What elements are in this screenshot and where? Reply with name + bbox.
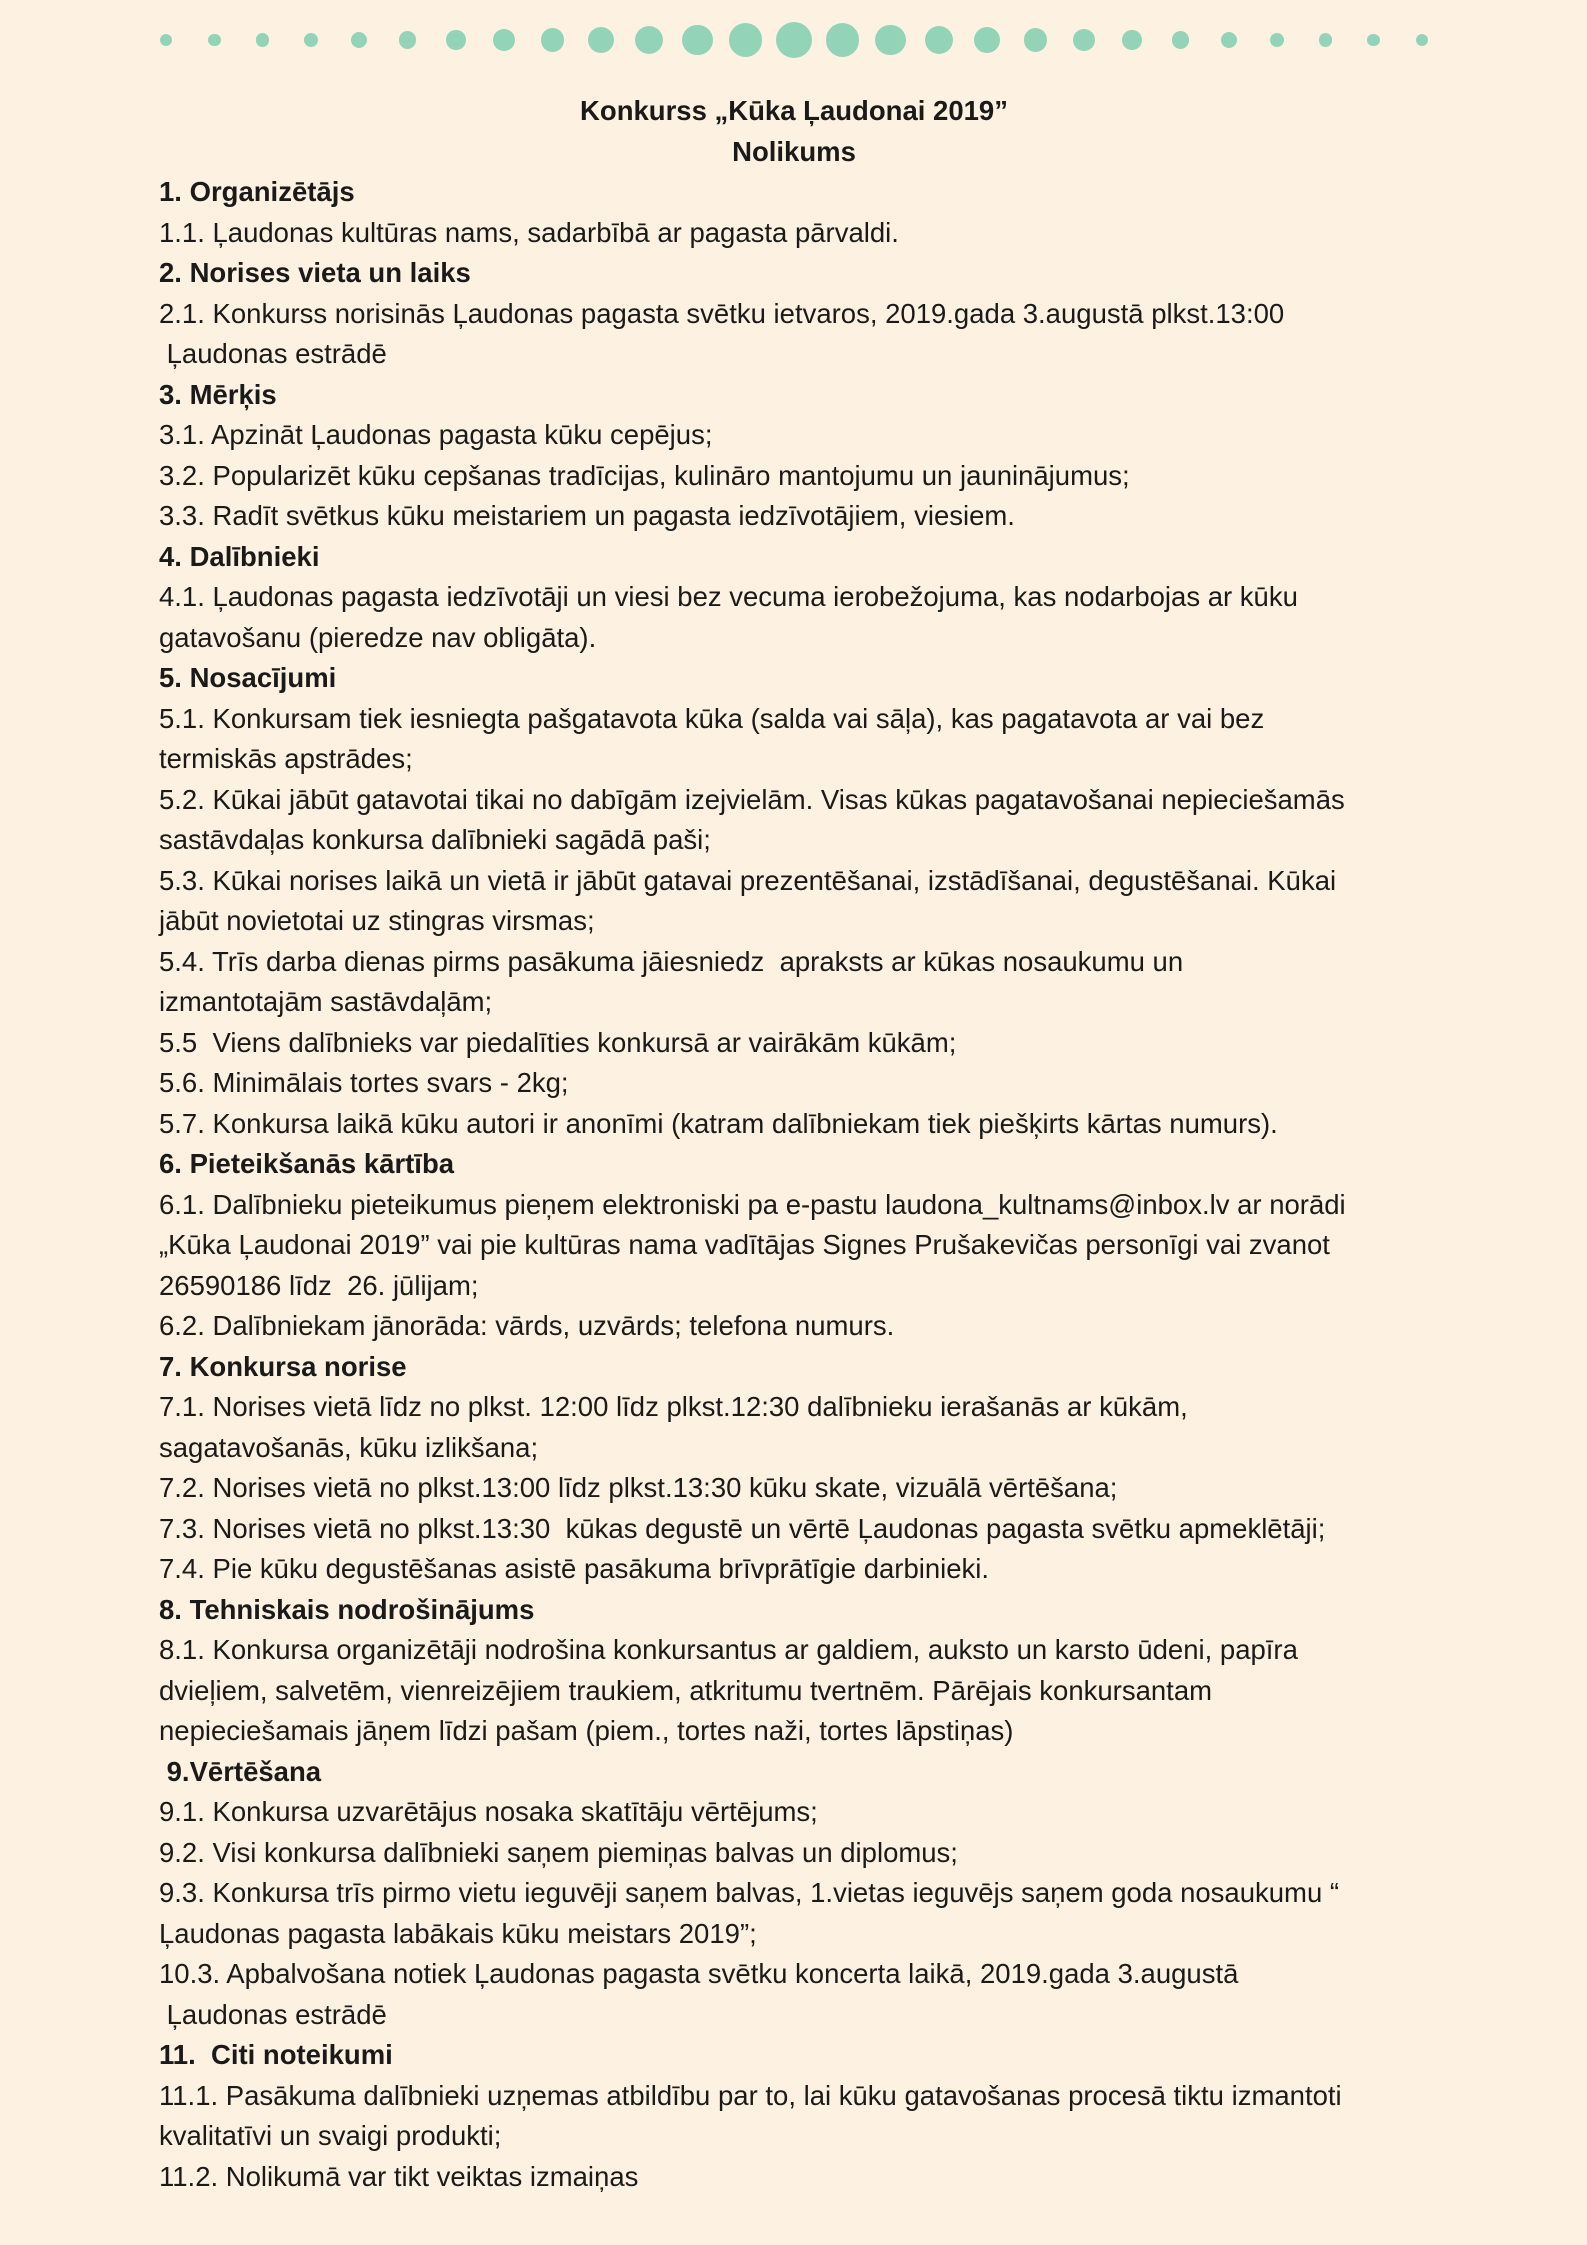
section-heading: 3. Mērķis	[159, 378, 277, 410]
rule-paragraph: 7.2. Norises vietā no plkst.13:00 līdz plkst.13:30 kūku skate, vizuālā vērtēšana;	[159, 1472, 1118, 1503]
rule-paragraph: 5.2. Kūkai jābūt gatavotai tikai no dabīgām izejvielām. Visas kūkas pagatavošanai nepieciešamās sastāvdaļas konkursa dalībnieki sagādā paši;	[159, 783, 1345, 855]
decorative-dot	[1319, 33, 1332, 46]
rules-sections	[159, 172, 1429, 2197]
rule-paragraph: 9.1. Konkursa uzvarētājus nosaka skatītāju vērtējums;	[159, 1796, 818, 1827]
rule-paragraph: 8.1. Konkursa organizētāji nodrošina konkursantus ar galdiem, auksto un karsto ūdeni, papīra dvieļiem, salvetēm, vienreizējiem traukiem, atkritumu tvertnēm. Pārējais konkursantam nepieciešamais jāņem līdzi pašam (piem., tortes naži, tortes lāpstiņas)	[159, 1634, 1298, 1746]
rule-paragraph: 5.4. Trīs darba dienas pirms pasākuma jāiesniedz apraksts ar kūkas nosaukumu un izmantotajām sastāvdaļām;	[159, 945, 1184, 1017]
section-heading: 8. Tehniskais nodrošinājums	[159, 1593, 535, 1625]
decorative-dot	[208, 34, 221, 47]
rule-paragraph: 3.3. Radīt svētkus kūku meistariem un pagasta iedzīvotājiem, viesiem.	[159, 500, 1015, 531]
section-heading: 4. Dalībnieki	[159, 540, 320, 572]
rule-paragraph: 3.1. Apzināt Ļaudonas pagasta kūku cepējus;	[159, 419, 713, 450]
document-body	[159, 91, 1429, 2197]
rule-paragraph: 3.2. Popularizēt kūku cepšanas tradīcijas, kulināro mantojumu un jauninājumus;	[159, 459, 1130, 491]
decorative-dot	[974, 27, 1000, 53]
rule-paragraph: 9.3. Konkursa trīs pirmo vietu ieguvēji saņem balvas, 1.vietas ieguvējs saņem goda nosaukumu “ Ļaudonas pagasta labākais kūku meistars 2019”;	[159, 1877, 1340, 1949]
decorative-dot	[588, 27, 614, 53]
rule-paragraph: 7.3. Norises vietā no plkst.13:30 kūkas degustē un vērtē Ļaudonas pagasta svētku apmeklētāji;	[159, 1512, 1326, 1544]
section-heading: 6. Pieteikšanās kārtība	[159, 1148, 455, 1179]
section-heading: 5. Nosacījumi	[159, 662, 337, 693]
rule-paragraph: 5.1. Konkursam tiek iesniegta pašgatavota kūka (salda vai sāļa), kas pagatavota ar vai bez termiskās apstrādes;	[159, 702, 1265, 774]
section-heading: 7. Konkursa norise	[159, 1350, 407, 1382]
decorative-dot	[1367, 34, 1380, 47]
decorative-dot	[541, 28, 565, 52]
decorative-dot	[925, 26, 953, 54]
decorative-dot	[875, 25, 906, 56]
decorative-dot	[351, 32, 367, 48]
rule-paragraph: 11.2. Nolikumā var tikt veiktas izmaiņas	[159, 2160, 639, 2192]
rule-paragraph: 10.3. Apbalvošana notiek Ļaudonas pagasta svētku koncerta laikā, 2019.gada 3.augustā Ļaudonas estrādē	[159, 1958, 1239, 2030]
decorative-dot	[826, 23, 859, 56]
decorative-dot	[493, 29, 514, 50]
decorative-dot	[160, 34, 172, 46]
rule-paragraph: 5.6. Minimālais tortes svars - 2kg;	[159, 1067, 569, 1098]
document-title: Konkurss „Kūka Ļaudonai 2019”	[580, 95, 1008, 126]
decorative-dot	[729, 23, 762, 56]
section-heading: 2. Norises vieta un laiks	[159, 257, 471, 288]
rule-paragraph: 7.1. Norises vietā līdz no plkst. 12:00 līdz plkst.12:30 dalībnieku ierašanās ar kūkām, sagatavošanās, kūku izlikšana;	[159, 1391, 1188, 1463]
rule-paragraph: 5.5 Viens dalībnieks var piedalīties konkursā ar vairākām kūkām;	[159, 1026, 957, 1058]
section-heading: 11. Citi noteikumi	[159, 2039, 393, 2070]
rule-paragraph: 9.2. Visi konkursa dalībnieki saņem piemiņas balvas un diplomus;	[159, 1836, 958, 1868]
decorative-dot	[256, 33, 269, 46]
decorative-dots-border	[0, 0, 1587, 80]
section-heading: 1. Organizētājs	[159, 176, 355, 207]
decorative-dot	[1416, 34, 1428, 46]
decorative-dot	[776, 22, 812, 58]
decorative-dot	[1024, 28, 1048, 52]
decorative-dot	[304, 33, 319, 48]
decorative-dot	[1221, 32, 1237, 48]
rule-paragraph: 11.1. Pasākuma dalībnieki uzņemas atbildību par to, lai kūku gatavošanas procesā tiktu izmantoti kvalitatīvi un svaigi produkti;	[159, 2079, 1342, 2151]
rule-paragraph: 2.1. Konkurss norisinās Ļaudonas pagasta svētku ietvaros, 2019.gada 3.augustā plkst.13:00 Ļaudonas estrādē	[159, 297, 1285, 369]
decorative-dot	[635, 26, 663, 54]
section-heading: 9.Vērtēšana	[159, 1755, 322, 1787]
rule-paragraph: 5.3. Kūkai norises laikā un vietā ir jābūt gatavai prezentēšanai, izstādīšanai, degustēšanai. Kūkai jābūt novietotai uz stingras virsmas;	[159, 864, 1337, 936]
decorative-dot	[1073, 29, 1094, 50]
rule-paragraph: 4.1. Ļaudonas pagasta iedzīvotāji un viesi bez vecuma ierobežojuma, kas nodarbojas ar kūku gatavošanu (pieredze nav obligāta).	[159, 581, 1298, 653]
rule-paragraph: 1.1. Ļaudonas kultūras nams, sadarbībā ar pagasta pārvaldi.	[159, 216, 899, 248]
decorative-dot	[1270, 33, 1285, 48]
decorative-dot	[446, 30, 466, 50]
rule-paragraph: 7.4. Pie kūku degustēšanas asistē pasākuma brīvprātīgie darbinieki.	[159, 1553, 990, 1584]
rule-paragraph: 5.7. Konkursa laikā kūku autori ir anonīmi (katram dalībniekam tiek piešķirts kārtas numurs).	[159, 1107, 1278, 1139]
decorative-dot	[399, 31, 417, 49]
rule-paragraph: 6.2. Dalībniekam jānorāda: vārds, uzvārds; telefona numurs.	[159, 1310, 895, 1341]
document-subtitle: Nolikums	[732, 135, 856, 167]
decorative-dot	[682, 25, 713, 56]
decorative-dot	[1172, 31, 1190, 49]
rule-paragraph: 6.1. Dalībnieku pieteikumus pieņem elektroniski pa e-pastu laudona_kultnams@inbox.lv ar norādi „Kūka Ļaudonai 2019” vai pie kultūras nama vadītājas Signes Prušakevičas personīgi vai zvanot 26590186 līdz 26. jūlijam;	[159, 1188, 1346, 1301]
decorative-dot	[1122, 30, 1142, 50]
